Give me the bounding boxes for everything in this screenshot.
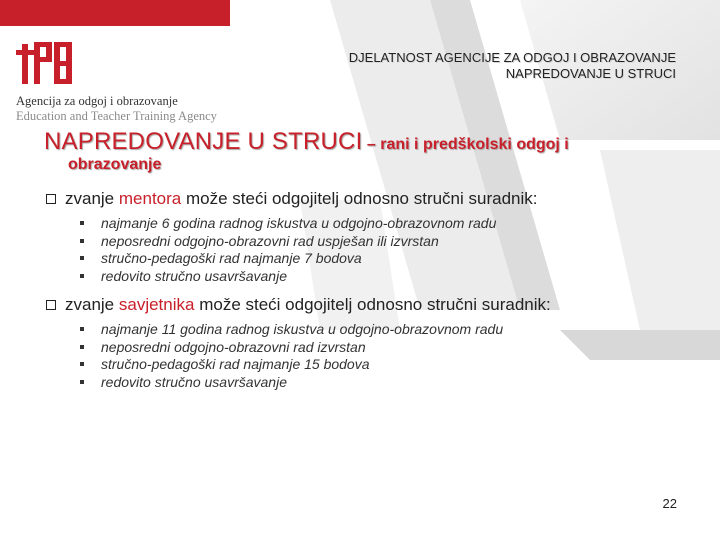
agency-name-en: Education and Teacher Training Agency <box>16 109 217 123</box>
header-line-2: NAPREDOVANJE U STRUCI <box>505 66 676 81</box>
square-bullet-icon <box>80 327 84 331</box>
section-heading <box>46 188 696 210</box>
square-bullet-icon <box>80 239 84 243</box>
agency-name <box>16 94 217 124</box>
list-item <box>80 321 696 339</box>
list-item <box>80 339 696 357</box>
agency-logo-icon <box>14 40 74 84</box>
section-advisor <box>46 294 696 391</box>
heading-suffix: može steći odgojitelj odnosno stručni suradnik: <box>194 295 551 314</box>
section-mentor <box>46 188 696 285</box>
list-item <box>80 268 696 286</box>
title-sub-line2: obrazovanje <box>68 156 162 173</box>
list-item <box>80 215 696 233</box>
requirement-list <box>46 321 696 391</box>
section-heading <box>46 294 696 316</box>
slide-title <box>44 128 684 174</box>
square-bullet-icon <box>80 274 84 278</box>
square-bullet-icon <box>80 256 84 260</box>
header-line-1: DJELATNOST AGENCIJE ZA ODGOJ I OBRAZOVANJE <box>348 50 676 65</box>
square-bullet-icon <box>80 221 84 225</box>
heading-highlight: savjetnika <box>118 295 195 314</box>
list-item-text: stručno-pedagoški rad najmanje 7 bodova <box>101 250 362 266</box>
heading-prefix: zvanje <box>65 189 119 208</box>
square-bullet-icon <box>80 345 84 349</box>
square-bullet-icon <box>80 362 84 366</box>
checkbox-bullet-icon <box>46 194 56 204</box>
heading-highlight: mentora <box>118 189 182 208</box>
list-item-text: redovito stručno usavršavanje <box>101 267 287 284</box>
list-item-text: najmanje 6 godina radnog iskustva u odgojno-obrazovnom radu <box>101 215 497 231</box>
checkbox-bullet-icon <box>46 300 56 310</box>
slide-header <box>349 50 676 82</box>
title-main: NAPREDOVANJE U STRUCI <box>44 128 363 155</box>
page-number: 22 <box>662 496 677 511</box>
list-item-text: najmanje 11 godina radnog iskustva u odgojno-obrazovnom radu <box>101 321 504 337</box>
list-item <box>80 356 696 374</box>
requirement-list <box>46 215 696 285</box>
list-item-text: neposredni odgojno-obrazovni rad izvrstan <box>101 338 366 355</box>
list-item <box>80 233 696 251</box>
square-bullet-icon <box>80 380 84 384</box>
agency-name-hr: Agencija za odgoj i obrazovanje <box>16 94 178 108</box>
title-sub: – rani i predškolski odgoj i <box>362 136 569 153</box>
list-item-text: stručno-pedagoški rad najmanje 15 bodova <box>101 356 370 372</box>
list-item-text: neposredni odgojno-obrazovni rad uspješan ili izvrstan <box>101 232 439 249</box>
list-item <box>80 374 696 392</box>
list-item <box>80 250 696 268</box>
list-item-text: redovito stručno usavršavanje <box>101 373 287 390</box>
heading-prefix: zvanje <box>65 295 119 314</box>
top-red-band <box>0 0 230 26</box>
heading-suffix: može steći odgojitelj odnosno stručni suradnik: <box>181 189 538 208</box>
